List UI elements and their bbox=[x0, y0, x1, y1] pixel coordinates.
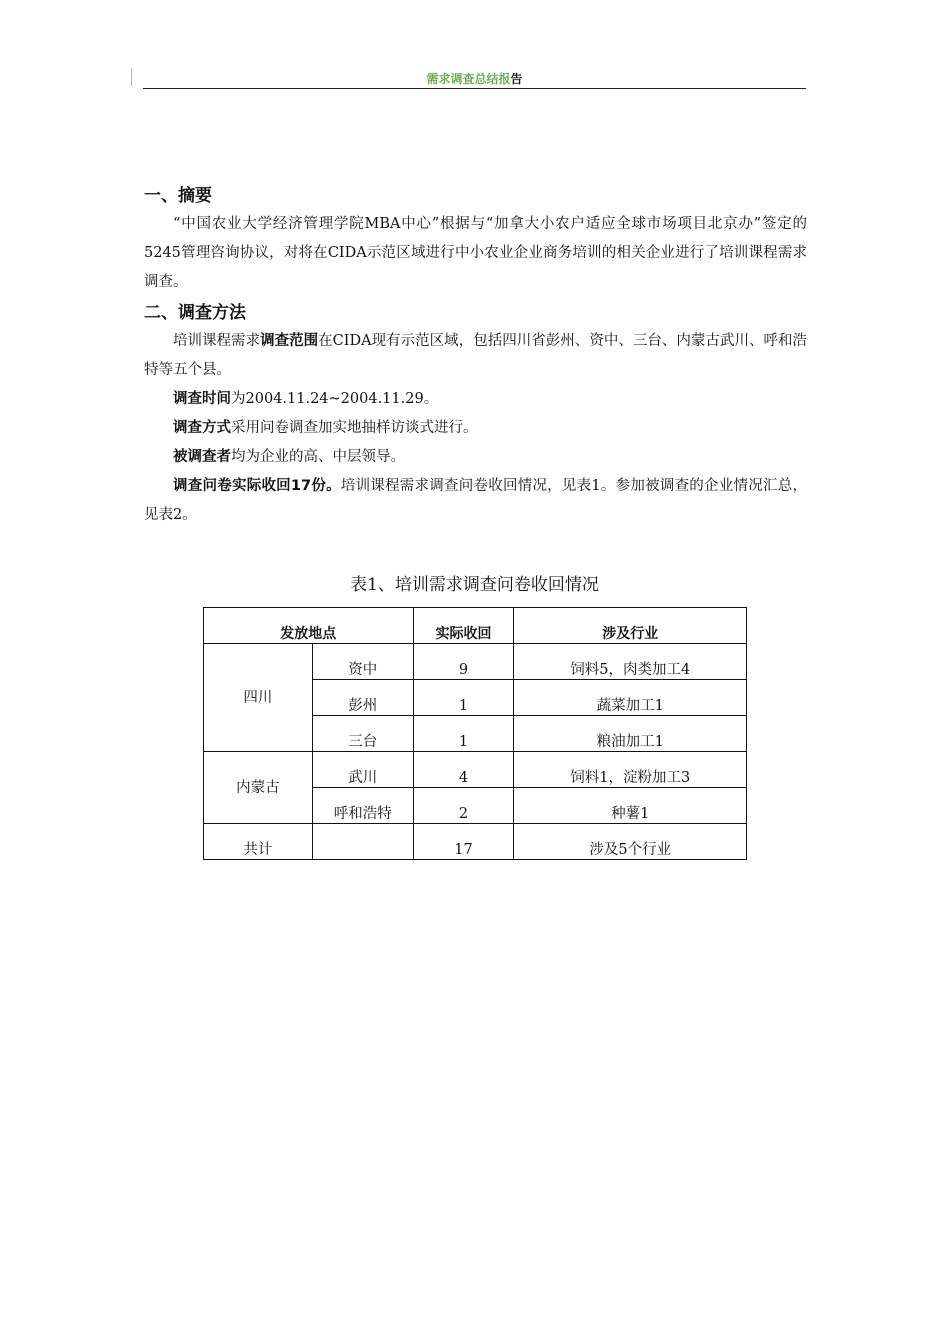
industry-cell: 粮油加工1 bbox=[514, 716, 747, 752]
time-text: 为2004.11.24~2004.11.29。 bbox=[231, 391, 439, 407]
city-cell: 资中 bbox=[312, 644, 413, 680]
city-cell: 武川 bbox=[312, 752, 413, 788]
header-returned: 实际收回 bbox=[413, 608, 514, 644]
region-cell: 内蒙古 bbox=[204, 752, 313, 824]
survey-return-table bbox=[203, 607, 747, 860]
header-industry: 涉及行业 bbox=[514, 608, 747, 644]
respondents-text: 均为企业的高、中层领导。 bbox=[231, 449, 405, 465]
city-cell: 三台 bbox=[312, 716, 413, 752]
region-cell: 四川 bbox=[204, 644, 313, 752]
industry-cell: 饲料1，淀粉加工3 bbox=[514, 752, 747, 788]
method-paragraph-respondents bbox=[144, 443, 807, 472]
way-label: 调查方式 bbox=[173, 420, 231, 436]
summary-paragraph: “中国农业大学经济管理学院MBA中心”根据与“加拿大小农户适应全球市场项目北京办”签定的5245管理咨询协议，对将在CIDA示范区域进行中小农业企业商务培训的相关企业进行了培训课程需求调查。 bbox=[144, 216, 807, 290]
total-count-cell: 17 bbox=[413, 824, 514, 860]
page-header bbox=[143, 70, 806, 89]
table-caption: 表1、培训需求调查问卷收回情况 bbox=[350, 575, 599, 595]
count-cell: 1 bbox=[413, 716, 514, 752]
method-paragraph-returns bbox=[144, 472, 807, 530]
header-title-black: 告 bbox=[510, 72, 523, 86]
count-cell: 4 bbox=[413, 752, 514, 788]
time-label: 调查时间 bbox=[173, 391, 231, 407]
margin-marker bbox=[131, 68, 132, 86]
scope-label: 调查范围 bbox=[260, 333, 319, 349]
returns-label: 调查问卷实际收回17份。 bbox=[173, 478, 341, 494]
total-industry-cell: 涉及5个行业 bbox=[514, 824, 747, 860]
header-title-green: 需求调查总结报 bbox=[426, 72, 511, 86]
count-cell: 9 bbox=[413, 644, 514, 680]
table-row bbox=[204, 752, 747, 788]
table-row bbox=[204, 644, 747, 680]
section-heading-method: 二、调查方法 bbox=[144, 303, 246, 323]
industry-cell: 饲料5，肉类加工4 bbox=[514, 644, 747, 680]
city-cell: 彭州 bbox=[312, 680, 413, 716]
total-label-cell: 共计 bbox=[204, 824, 313, 860]
table-header-row bbox=[204, 608, 747, 644]
section-heading-summary: 一、摘要 bbox=[144, 186, 212, 206]
method-paragraph-scope bbox=[144, 327, 807, 385]
city-cell: 呼和浩特 bbox=[312, 788, 413, 824]
header-location: 发放地点 bbox=[204, 608, 414, 644]
count-cell: 2 bbox=[413, 788, 514, 824]
count-cell: 1 bbox=[413, 680, 514, 716]
method-paragraph-way bbox=[144, 414, 807, 443]
table-total-row bbox=[204, 824, 747, 860]
total-city-cell bbox=[312, 824, 413, 860]
industry-cell: 蔬菜加工1 bbox=[514, 680, 747, 716]
way-text: 采用问卷调查加实地抽样访谈式进行。 bbox=[231, 420, 478, 436]
document-body bbox=[144, 180, 807, 530]
scope-text: 在CIDA现有示范区域，包括四川省彭州、资中、三台、内蒙古武川、呼和浩特等五个县。 bbox=[144, 333, 808, 378]
scope-prefix: 培训课程需求 bbox=[173, 333, 261, 349]
method-paragraph-time bbox=[144, 385, 807, 414]
returns-text: 培训课程需求调查问卷收回情况，见表1。参加被调查的企业情况汇总，见表2。 bbox=[144, 478, 807, 523]
industry-cell: 种薯1 bbox=[514, 788, 747, 824]
respondents-label: 被调查者 bbox=[173, 449, 231, 465]
